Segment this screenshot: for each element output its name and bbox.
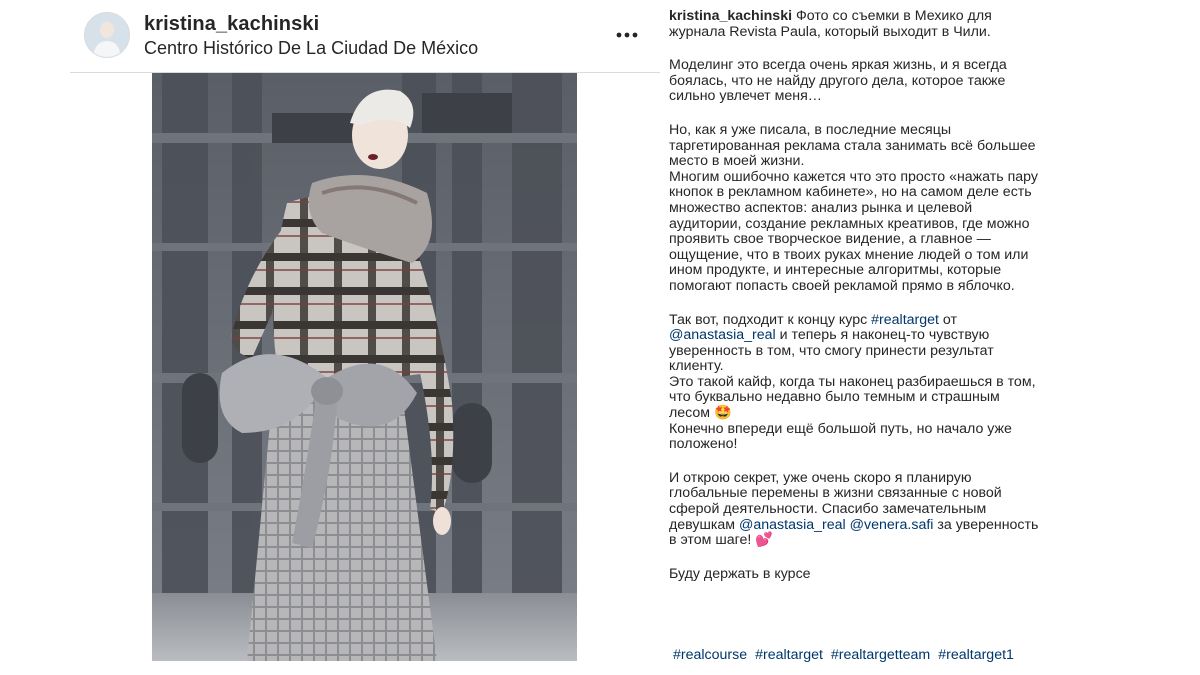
mention-link[interactable]: @anastasia_real — [738, 516, 846, 533]
mention-link[interactable]: @anastasia_real — [669, 327, 776, 344]
post-header — [70, 0, 660, 73]
caption-paragraph: Моделинг это всегда очень яркая жизнь, и я всегда боялась, что не найду другого дела, которое также сильно увлечет меня… — [669, 57, 1007, 105]
hashtag-link[interactable]: #realtarget — [871, 311, 939, 328]
caption-paragraph: Буду держать в курсе — [669, 565, 811, 582]
hashtag-list — [673, 647, 1018, 663]
username[interactable]: kristina_kachinski — [144, 13, 320, 35]
hashtag-link[interactable]: #realtarget1 — [938, 647, 1014, 663]
more-horizontal-icon — [616, 32, 638, 38]
caption-text: Так вот, подходит к концу курс — [669, 311, 872, 328]
caption-paragraph — [669, 313, 1044, 453]
more-options-button[interactable] — [614, 22, 640, 48]
profile-photo — [85, 13, 129, 57]
hashtag-link[interactable]: #realcourse — [673, 647, 748, 663]
avatar[interactable] — [84, 12, 130, 58]
caption-text: И открою секрет, уже очень скоро я планирую глобальные перемены в жизни связанные с новой сферой деятельности. Спасибо замечательным девушкам — [669, 469, 1002, 533]
caption-text: Фото со съемки в Мехико для журнала Revista Paula, который выходит в Чили. — [669, 8, 992, 40]
caption-username[interactable]: kristina_kachinski — [669, 8, 793, 24]
caption-text: Многим ошибочно кажется что это просто «нажать пару кнопок в рекламном кабинете», но на самом деле есть множество аспектов: анализ рынка и целевой аудитории, создание рекламных креативов, где можно проявить свое творческое видение, а главное — ощущение, что в твоих руках мнение людей о том или ином продукте, и интересные алгоритмы, которые помогают попасть своей рекламой прямо в яблочко. — [669, 168, 1038, 294]
mention-link[interactable]: @venera.safi — [849, 516, 934, 533]
caption-text: Конечно впереди ещё большой путь, но начало уже положено! — [669, 420, 1012, 453]
caption-text: от — [938, 311, 958, 328]
post-photo[interactable] — [152, 73, 577, 661]
caption-text: Это такой кайф, когда ты наконец разбираешься в том, что буквально недавно было темным и страшным лесом 🤩 — [669, 373, 1036, 422]
hashtag-link[interactable]: #realtarget — [755, 647, 823, 663]
caption-text: за уверенность в этом шаге! 💕 — [669, 516, 1039, 549]
caption-paragraph — [669, 9, 1044, 40]
fashion-photo-illustration — [152, 73, 577, 661]
caption-paragraph — [669, 471, 1044, 549]
location-link[interactable]: Centro Histórico De La Ciudad De México — [144, 38, 479, 58]
caption-text: и теперь я наконец-то чувствую уверенность в том, что смогу принести результат клиенту. — [669, 327, 994, 375]
hashtag-link[interactable]: #realtargetteam — [830, 647, 931, 663]
caption-paragraph — [669, 123, 1044, 295]
post-caption — [669, 9, 1044, 600]
caption-text: Но, как я уже писала, в последние месяцы таргетированная реклама стала занимать всё большее место в моей жизни. — [669, 121, 1036, 170]
